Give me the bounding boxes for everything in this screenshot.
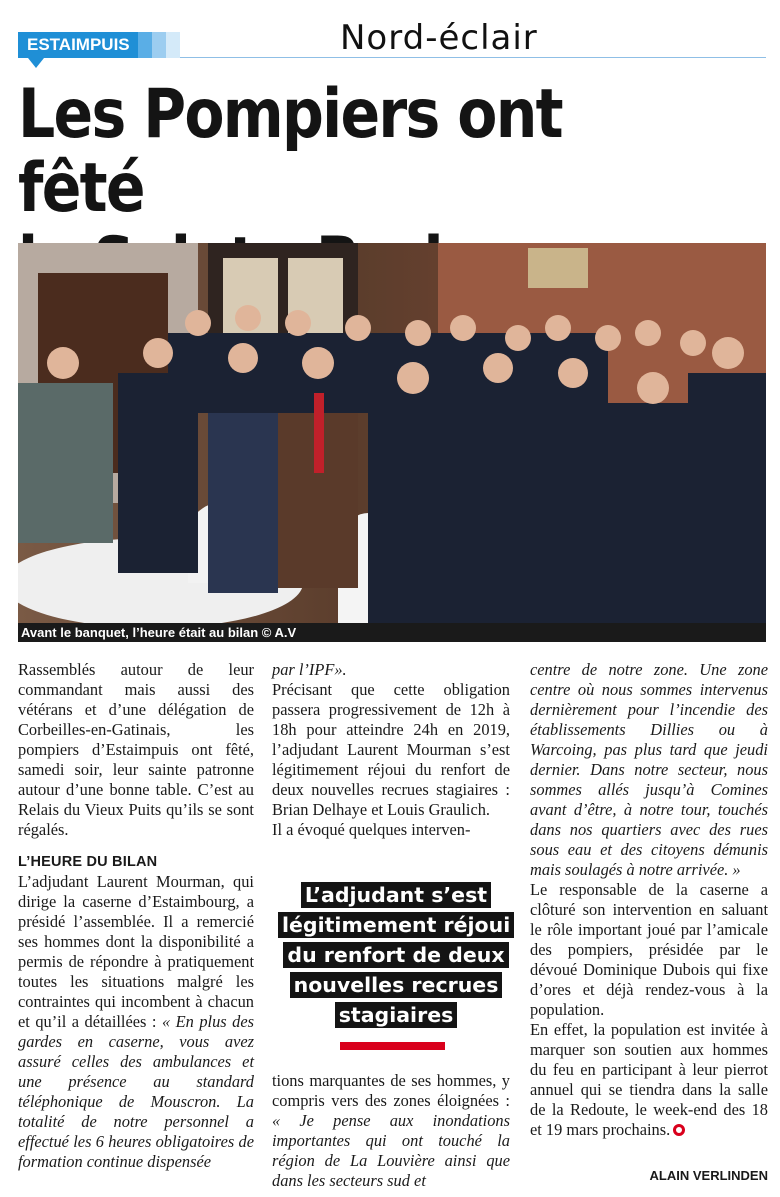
- paragraph-text: tions marquantes de ses hommes, y compris vers des zones éloignées :: [272, 1071, 510, 1110]
- tag-decoration: [166, 32, 180, 58]
- paragraph-text: En effet, la population est invitée à marquer son soutien aux hommes du feu en participant à leur pierrot annuel qui se tiendra dans la salle de la Redoute, le week-end des 18 et 19 mars prochains.: [530, 1020, 768, 1139]
- section-tag-pointer: [28, 58, 44, 68]
- paragraph: [272, 1071, 510, 1191]
- end-mark-icon: [673, 1124, 685, 1136]
- tag-decoration: [152, 32, 166, 58]
- pull-quote-text: L’adjudant s’est légitimement réjoui du renfort de deux nouvelles recrues stagiaires: [278, 882, 514, 1028]
- paragraph: Rassemblés autour de leur commandant mais aussi des vétérans et d’une délégation de Corbeilles-en-Gatinais, les pompiers d’Estaimpuis ont fêté, samedi soir, leur sainte patronne autour d’une bonne table. C’est au Relais du Vieux Puits qu’ils se sont régalés.: [18, 660, 254, 839]
- pull-quote: [278, 880, 514, 1030]
- group-photo: [18, 243, 766, 623]
- section-tag: ESTAIMPUIS: [18, 32, 138, 58]
- quote-text: « En plus des gardes en caserne, vous avez assuré celles des ambulances et une présence au standard téléphonique de Mouscron. La totalité de notre personnel a effectué les 6 heures obligatoires de formation continue dispensée: [18, 1012, 254, 1171]
- photo-caption: Avant le banquet, l’heure était au bilan © A.V: [18, 623, 766, 642]
- masthead-logo: Nord-éclair: [340, 18, 538, 58]
- group-photo-illustration: [18, 243, 766, 623]
- subheading: L’HEURE DU BILAN: [18, 854, 158, 870]
- paragraph-text: L’adjudant Laurent Mourman, qui dirige la caserne d’Estaimbourg, a présidé l’assemblée. Il a remercié ses hommes dont la disponibilité a permis de répondre à pratiquement toutes les situations malgré les contraintes qui incombent à chacun et qu’il a détaillées :: [18, 872, 254, 1031]
- paragraph: Il a évoqué quelques interven-: [272, 820, 471, 839]
- paragraph: [18, 872, 254, 1172]
- quote-text: « Je pense aux inondations importantes qui ont touché la région de La Louvière ainsi que dans les secteurs sud et: [272, 1111, 510, 1190]
- paragraph: [530, 1020, 768, 1140]
- headline-line-1: Les Pompiers ont fêté: [18, 75, 562, 228]
- author-byline: ALAIN VERLINDEN: [649, 1168, 768, 1183]
- tag-decoration: [138, 32, 152, 58]
- article-column-1: [18, 660, 254, 1172]
- article-column-3: [530, 660, 768, 1140]
- article-column-2-top: [272, 660, 510, 840]
- paragraph: Le responsable de la caserne a clôturé son intervention en saluant le rôle important joué par l’amicale des pompiers, présidée par le dévoué Dominique Dubois qui fixe d’ores et déjà rendez-vous à la population.: [530, 880, 768, 1019]
- quote-text: centre de notre zone. Une zone centre où nous sommes intervenus dernièrement pour l’incendie des établissements Dillies ou à Warcoing, pas plus tard que jeudi dernier. Dans notre secteur, nous sommes allés jusqu’à Comines avant d’être, à notre tour, touchés dans nos quartiers avec des rues sous eau et des citoyens démunis mais soulagés à notre arrivée. »: [530, 660, 768, 879]
- article-column-2-bottom: [272, 1071, 510, 1191]
- paragraph: Précisant que cette obligation passera progressivement de 12h à 18h pour atteindre 24h en 2019, l’adjudant Laurent Mourman s’est légitimement réjoui du renfort de deux nouvelles recrues stagiaires : Brian Delhaye et Louis Graulich.: [272, 680, 510, 819]
- pull-quote-bar: [340, 1042, 445, 1050]
- quote-text: par l’IPF».: [272, 660, 347, 679]
